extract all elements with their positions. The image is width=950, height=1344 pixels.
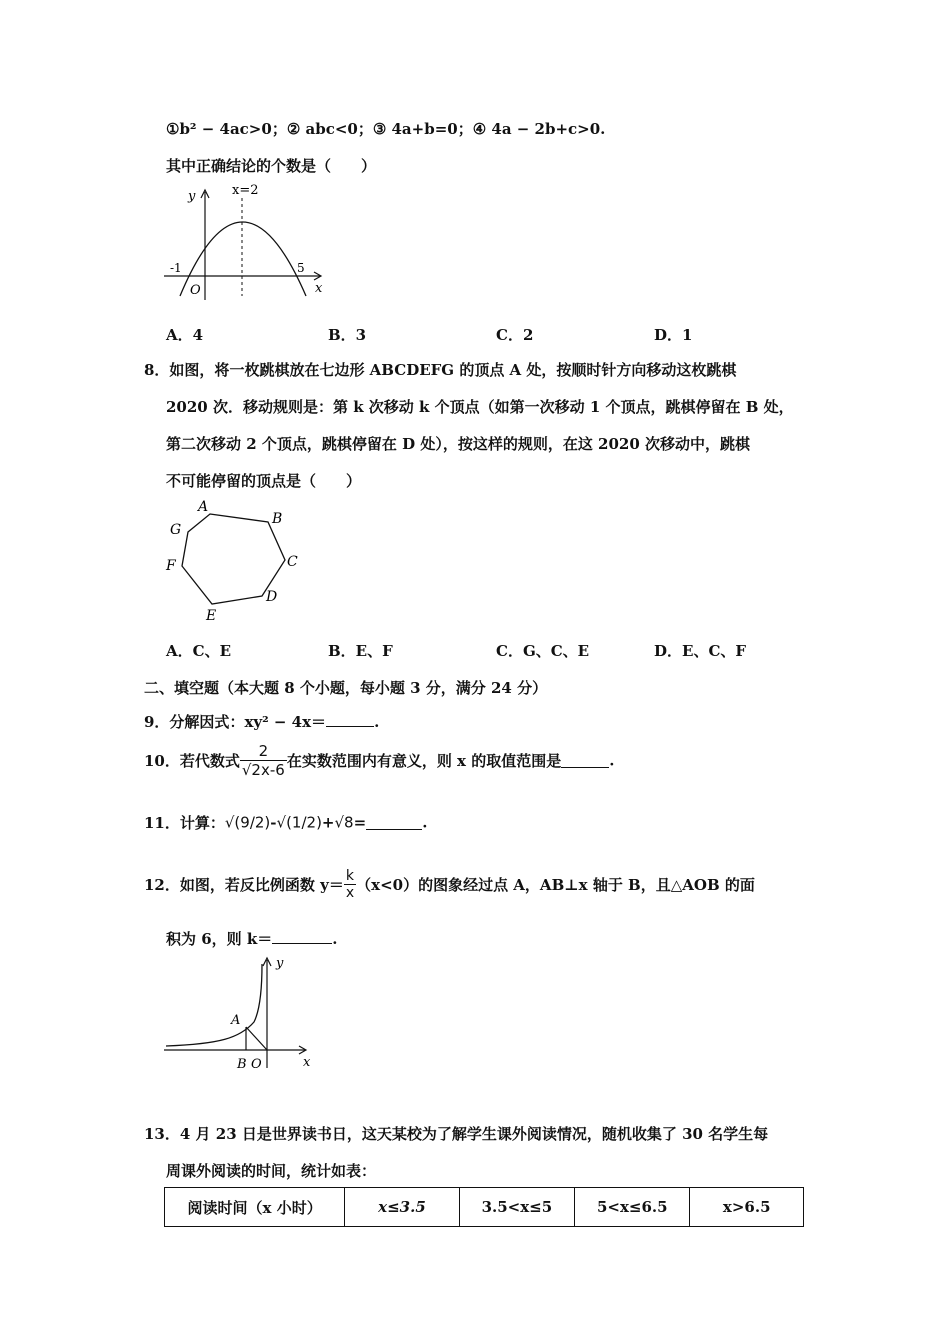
q12-line2-prefix: 积为 6，则 k＝ xyxy=(166,930,273,948)
q12-numerator: k xyxy=(344,868,356,885)
q11-term2: √(1/2) xyxy=(276,813,322,832)
q10-fraction xyxy=(240,742,287,779)
q11-term1: √(9/2) xyxy=(224,813,271,832)
q11-minus: - xyxy=(270,813,277,832)
q11-equals: = xyxy=(353,813,367,832)
q8-option-c[interactable]: C．G、C、E xyxy=(496,642,590,660)
x-label: x xyxy=(303,1055,311,1070)
y-label: y xyxy=(188,189,196,204)
q7-option-c[interactable]: C．2 xyxy=(496,326,534,344)
table-header-cell: 3.5<x≤5 xyxy=(459,1188,574,1227)
q9-answer-blank[interactable] xyxy=(326,712,374,727)
q12-prefix: 12．如图，若反比例函数 y＝ xyxy=(144,876,344,894)
q11 xyxy=(144,812,427,833)
vertex-e: E xyxy=(206,608,217,624)
q13-line1: 13．4 月 23 日是世界读书日，这天某校为了解学生课外阅读情况，随机收集了 30 名学生每 xyxy=(144,1125,769,1143)
q9 xyxy=(144,711,379,732)
table-header-row xyxy=(165,1188,804,1227)
q12-suffix: （x<0）的图象经过点 A，AB⊥x 轴于 B，且△AOB 的面 xyxy=(356,876,755,894)
q10-numerator: 2 xyxy=(240,742,287,761)
q10 xyxy=(144,742,614,779)
q10-answer-blank[interactable] xyxy=(561,753,609,768)
table-header-cell: x≤3.5 xyxy=(345,1188,459,1227)
vertex-d: D xyxy=(266,589,278,605)
q7-option-d[interactable]: D．1 xyxy=(654,326,693,344)
table-header-cell: x>6.5 xyxy=(690,1188,804,1227)
vertex-a: A xyxy=(198,499,209,515)
q8-option-b[interactable]: B．E、F xyxy=(328,642,393,660)
q11-term3: √8 xyxy=(334,813,354,832)
reading-time-table xyxy=(164,1187,804,1227)
q7-prompt: 其中正确结论的个数是（ ） xyxy=(166,157,377,175)
section2-header: 二、填空题（本大题 8 个小题，每小题 3 分，满分 24 分） xyxy=(144,679,548,697)
x-label: x xyxy=(315,281,323,296)
q8-option-d[interactable]: D．E、C、F xyxy=(654,642,747,660)
q12-line2-suffix: . xyxy=(332,930,338,948)
vertex-f: F xyxy=(166,558,176,574)
vertex-c: C xyxy=(287,554,298,570)
point-b-label: B xyxy=(237,1057,247,1072)
vertex-g: G xyxy=(170,522,182,538)
q7-option-b[interactable]: B．3 xyxy=(328,326,367,344)
q11-suffix: . xyxy=(422,813,428,832)
q7-parabola-graph xyxy=(160,178,335,308)
table-header-cell: 5<x≤6.5 xyxy=(575,1188,690,1227)
q8-line4: 不可能停留的顶点是（ ） xyxy=(166,472,362,490)
q12-line1 xyxy=(144,868,755,901)
q12-answer-blank[interactable] xyxy=(272,929,332,944)
origin-label: O xyxy=(190,283,201,298)
q12-denominator: x xyxy=(345,885,355,901)
q8-line3: 第二次移动 2 个顶点，跳棋停留在 D 处），按这样的规则，在这 2020 次移动中，跳棋 xyxy=(166,435,751,453)
vertex-b: B xyxy=(272,511,283,527)
five-label: 5 xyxy=(297,261,305,275)
q11-prefix: 11．计算： xyxy=(144,814,225,832)
q8-option-a[interactable]: A．C、E xyxy=(166,642,232,660)
segment-ao xyxy=(246,1027,267,1050)
q12-hyperbola-graph xyxy=(160,950,320,1075)
q9-suffix: . xyxy=(374,713,380,731)
q8-line2: 2020 次．移动规则是：第 k 次移动 k 个顶点（如第一次移动 1 个顶点，跳棋停留在 B 处， xyxy=(166,398,794,416)
axis-line-label: x=2 xyxy=(232,183,259,198)
table-header-cell: 阅读时间（x 小时） xyxy=(165,1188,345,1227)
q7-statements: ①b² − 4ac>0；② abc<0；③ 4a+b=0；④ 4a − 2b+c>0. xyxy=(166,120,606,138)
q8-line1: 8．如图，将一枚跳棋放在七边形 ABCDEFG 的顶点 A 处，按顺时针方向移动这枚跳棋 xyxy=(144,361,737,379)
q7-option-a[interactable]: A．4 xyxy=(166,326,204,344)
q10-prefix: 10．若代数式 xyxy=(144,752,240,770)
q12-line2 xyxy=(166,928,338,949)
q12-fraction xyxy=(344,868,356,901)
q9-prefix: 9．分解因式：xy² − 4x＝ xyxy=(144,713,327,731)
point-a-label: A xyxy=(231,1013,241,1028)
q11-answer-blank[interactable] xyxy=(366,815,422,830)
q10-suffix: . xyxy=(609,751,615,770)
q10-middle: 在实数范围内有意义，则 x 的取值范围是 xyxy=(286,752,562,770)
y-label: y xyxy=(276,956,284,971)
q10-denominator: √2x-6 xyxy=(241,761,285,779)
origin-label: O xyxy=(251,1057,262,1072)
neg1-label: -1 xyxy=(170,261,182,275)
q13-line2: 周课外阅读的时间，统计如表： xyxy=(166,1162,377,1180)
q11-plus: + xyxy=(321,813,335,832)
hyperbola-curve xyxy=(166,964,262,1046)
q8-heptagon-figure xyxy=(160,496,310,628)
